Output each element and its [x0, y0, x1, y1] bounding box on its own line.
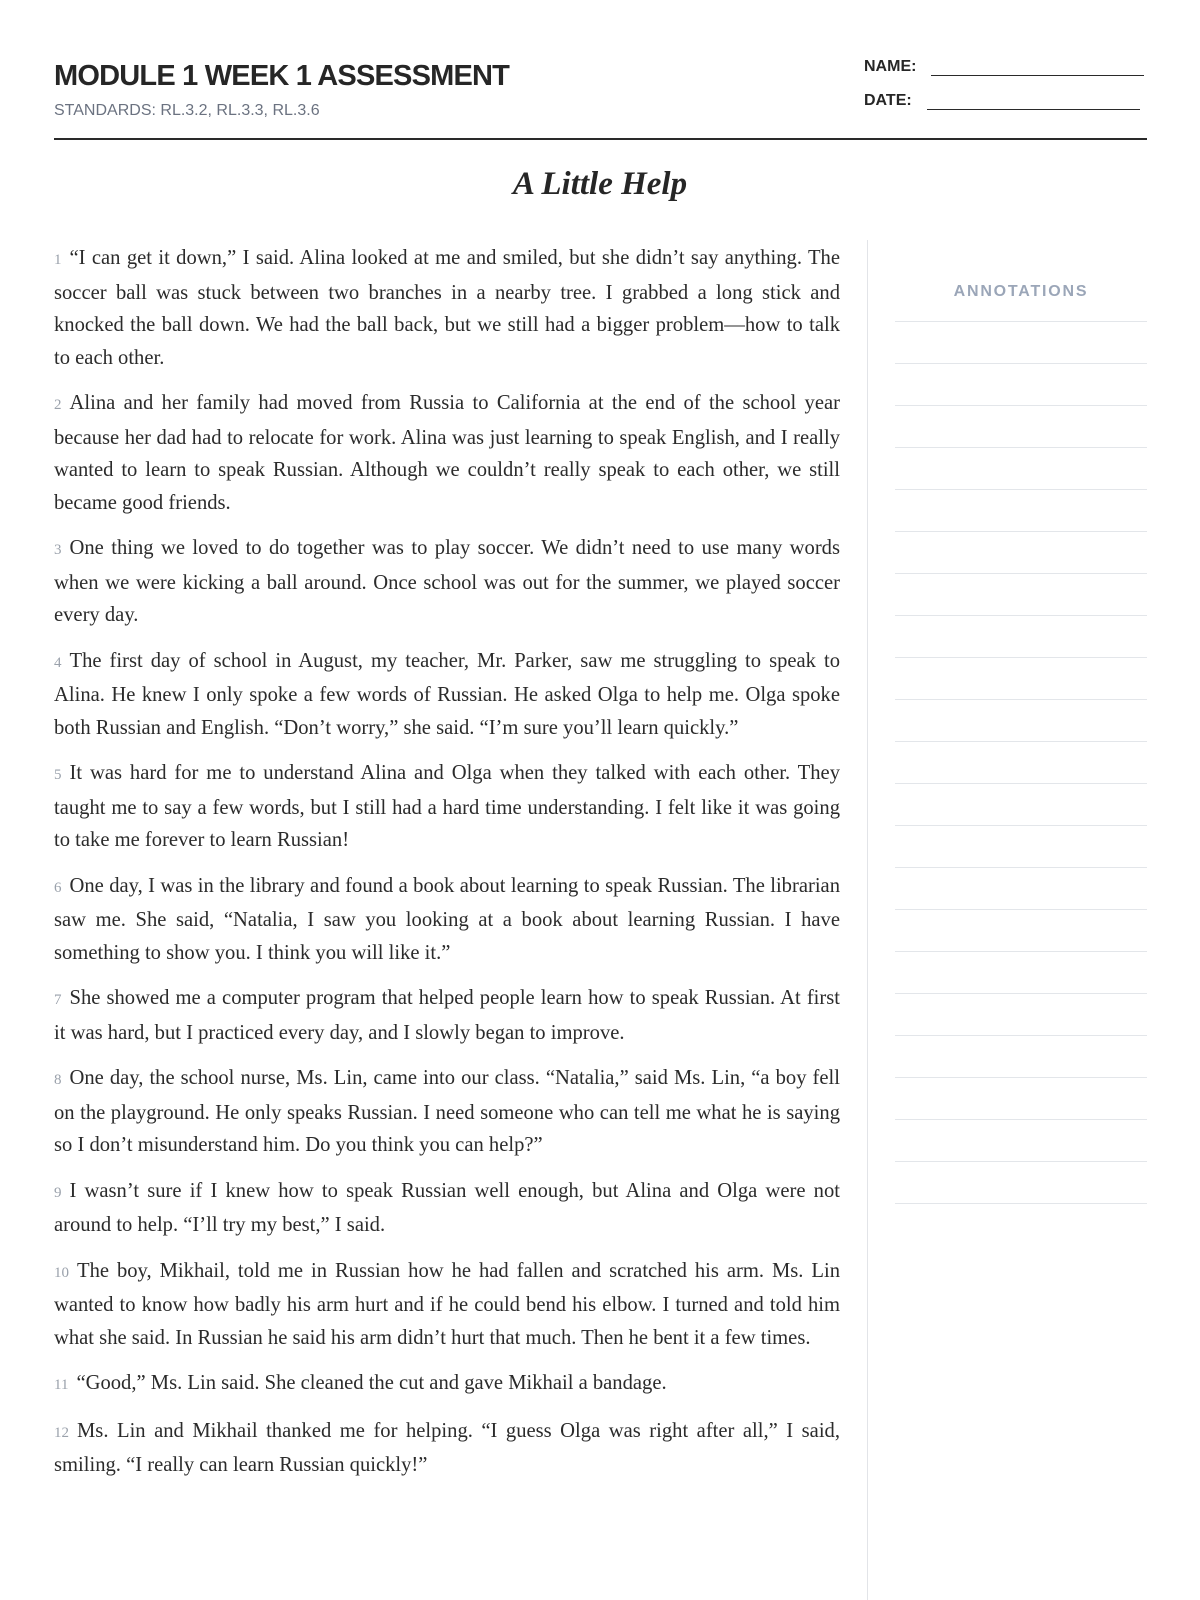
paragraph-2	[54, 387, 840, 519]
annotation-line[interactable]	[895, 868, 1147, 910]
paragraph-8	[54, 1062, 840, 1162]
paragraph-text: One thing we loved to do together was to play soccer. We didn’t need to use many words when we were kicking a ball around. Once school was out for the summer, we played soccer every day.	[54, 537, 840, 626]
paragraph-7	[54, 982, 840, 1049]
paragraph-number: 6	[54, 879, 62, 896]
paragraph-number: 5	[54, 767, 62, 783]
annotation-line[interactable]	[895, 448, 1147, 490]
paragraph-text: The first day of school in August, my teacher, Mr. Parker, saw me struggling to speak to Alina. He knew I only spoke a few words of Russian. He asked Olga to help me. Olga spoke both Russian and English. “Don’t worry,” she said. “I’m sure you’ll learn quickly.”	[54, 649, 840, 739]
paragraph-11	[54, 1367, 840, 1402]
paragraph-number: 4	[54, 654, 62, 671]
paragraph-9	[54, 1175, 840, 1242]
paragraph-text: It was hard for me to understand Alina and Olga when they talked with each other. They taught me to say a few words, but I still had a hard time understanding. I felt like it was going to take me forever to learn Russian!	[54, 762, 840, 851]
story-text	[54, 242, 840, 1495]
paragraph-number: 1	[54, 252, 62, 268]
annotation-line[interactable]	[895, 574, 1147, 616]
annotation-line[interactable]	[895, 952, 1147, 994]
paragraph-number: 3	[54, 542, 62, 558]
paragraph-number: 7	[54, 992, 62, 1008]
date-field	[864, 92, 1140, 110]
paragraph-number: 9	[54, 1184, 62, 1201]
paragraph-number: 11	[54, 1377, 69, 1393]
annotation-line[interactable]	[895, 616, 1147, 658]
paragraph-text: Ms. Lin and Mikhail thanked me for helping. “I guess Olga was right after all,” I said, smiling. “I really can learn Russian quickly!”	[54, 1419, 840, 1476]
paragraph-3	[54, 532, 840, 632]
paragraph-number: 10	[54, 1264, 69, 1281]
date-blank-line[interactable]	[927, 93, 1140, 110]
annotation-line[interactable]	[895, 994, 1147, 1036]
annotation-line[interactable]	[895, 826, 1147, 868]
story-title: A Little Help	[512, 166, 688, 202]
annotation-line[interactable]	[895, 532, 1147, 574]
annotation-line[interactable]	[895, 1078, 1147, 1120]
paragraph-text: The boy, Mikhail, told me in Russian how he had fallen and scratched his arm. Ms. Lin wanted to know how badly his arm hurt and if he could bend his elbow. I turned and told him what she said. In Russian he said his arm didn’t hurt that much. Then he bent it a few times.	[54, 1259, 840, 1349]
annotation-line[interactable]	[895, 490, 1147, 532]
paragraph-text: I wasn’t sure if I knew how to speak Russian well enough, but Alina and Olga were not around to help. “I’ll try my best,” I said.	[54, 1179, 840, 1236]
annotations-label: ANNOTATIONS	[895, 262, 1147, 322]
paragraph-text: One day, the school nurse, Ms. Lin, came into our class. “Natalia,” said Ms. Lin, “a boy fell on the playground. He only speaks Russian. I need someone who can tell me what he is saying so I don’t misunderstand him. Do you think you can help?”	[54, 1067, 840, 1156]
annotation-line[interactable]	[895, 1036, 1147, 1078]
paragraph-text: She showed me a computer program that helped people learn how to speak Russian. At first it was hard, but I practiced every day, and I slowly began to improve.	[54, 987, 840, 1044]
paragraph-number: 8	[54, 1072, 62, 1088]
annotation-line[interactable]	[895, 784, 1147, 826]
name-field	[864, 58, 1144, 76]
annotation-line[interactable]	[895, 658, 1147, 700]
paragraph-5	[54, 757, 840, 857]
paragraph-number: 2	[54, 397, 62, 413]
paragraph-text: “Good,” Ms. Lin said. She cleaned the cut and gave Mikhail a bandage.	[76, 1372, 667, 1394]
paragraph-1	[54, 242, 840, 374]
date-label: DATE:	[864, 92, 912, 109]
paragraph-text: One day, I was in the library and found a book about learning to speak Russian. The librarian saw me. She said, “Natalia, I saw you looking at a book about learning Russian. I have something to show you. I think you will like it.”	[54, 874, 840, 964]
annotation-line[interactable]	[895, 322, 1147, 364]
worksheet-header	[54, 58, 1147, 140]
name-blank-line[interactable]	[931, 59, 1144, 76]
column-divider	[867, 240, 868, 1600]
annotation-line[interactable]	[895, 742, 1147, 784]
paragraph-text: Alina and her family had moved from Russia to California at the end of the school year because her dad had to relocate for work. Alina was just learning to speak English, and I really wanted to learn to speak Russian. Although we couldn’t really speak to each other, we still became good friends.	[54, 392, 840, 514]
paragraph-text: “I can get it down,” I said. Alina looked at me and smiled, but she didn’t say anything. The soccer ball was stuck between two branches in a nearby tree. I grabbed a long stick and knocked the ball down. We had the ball back, but we still had a bigger problem—how to talk to each other.	[54, 247, 840, 369]
annotation-line[interactable]	[895, 1162, 1147, 1204]
name-label: NAME:	[864, 58, 917, 75]
annotation-line[interactable]	[895, 406, 1147, 448]
annotation-line[interactable]	[895, 700, 1147, 742]
paragraph-4	[54, 645, 840, 745]
paragraph-10	[54, 1255, 840, 1355]
assessment-title: MODULE 1 WEEK 1 ASSESSMENT	[54, 60, 510, 92]
annotation-line[interactable]	[895, 1120, 1147, 1162]
annotation-line[interactable]	[895, 910, 1147, 952]
paragraph-6	[54, 870, 840, 970]
paragraph-number: 12	[54, 1424, 69, 1441]
standards-line: STANDARDS: RL.3.2, RL.3.3, RL.3.6	[54, 102, 320, 119]
paragraph-12	[54, 1415, 840, 1482]
annotations-column	[895, 262, 1147, 1204]
annotation-line[interactable]	[895, 364, 1147, 406]
